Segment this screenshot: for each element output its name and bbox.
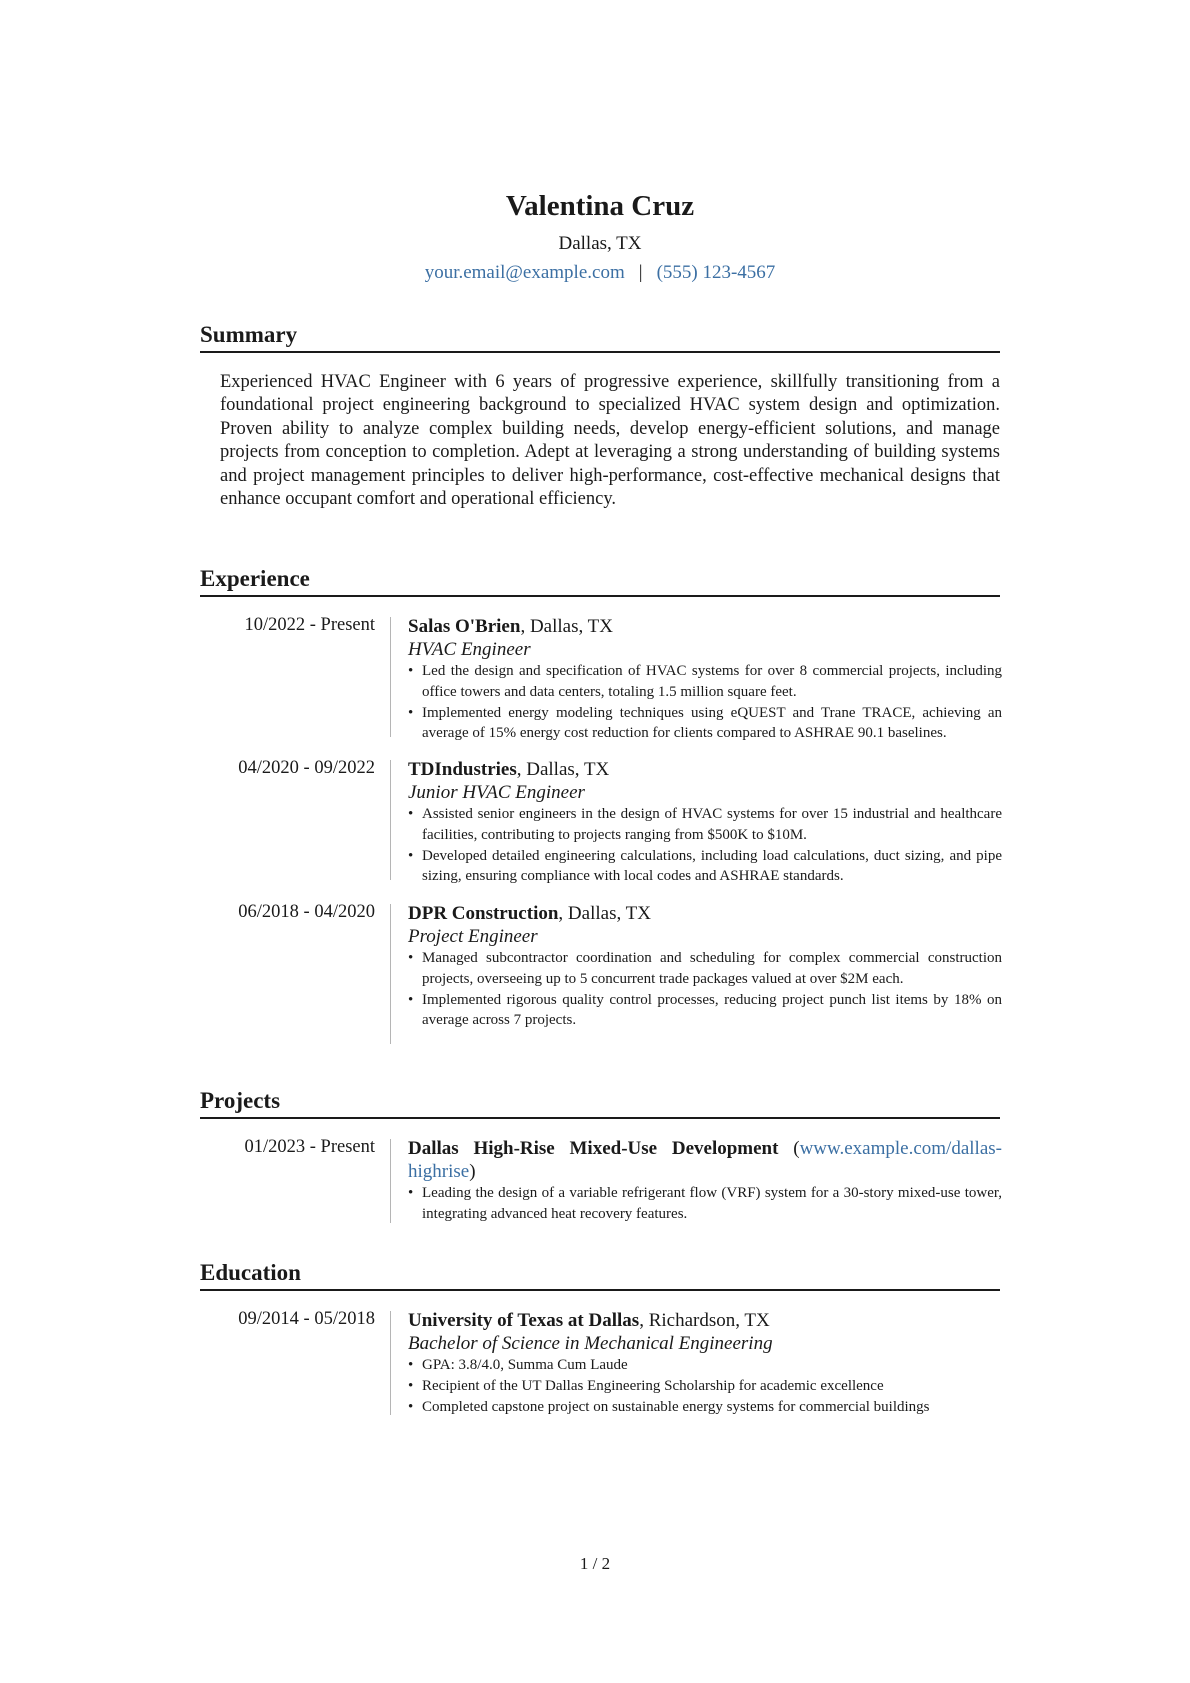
bullet-icon: • [408,663,414,679]
bullet-item: • Assisted senior engineers in the design of HVAC systems for over 15 industrial and healthcare facilities, contributing to projects ranging from $500K to $10M. [408,806,1002,843]
bullet-icon: • [408,1185,414,1201]
entry-body [408,902,1002,1031]
entry-organization [408,758,1002,781]
entry-organization [408,1309,1002,1332]
education-heading: Education [200,1260,1000,1291]
entry-bullets [408,804,1002,887]
bullet-item: • Implemented rigorous quality control processes, reducing project punch list items by 18% on average across 7 projects. [408,991,1002,1029]
bullet-item: • Recipient of the UT Dallas Engineering Scholarship for academic excellence [408,1376,1002,1397]
entry-organization [408,902,1002,925]
entry-date: 04/2020 - 09/2022 [238,758,375,778]
entry-body [408,1309,1002,1417]
entry-bullets [408,1183,1002,1225]
entry-body [408,1137,1002,1225]
entry-organization [408,615,1002,638]
summary-text: Experienced HVAC Engineer with 6 years of progressive experience, skillfully transitioning from a foundational project engineering background to specialized HVAC system design and optimization. Proven ability to analyze complex building needs, develop energy-efficient solutions, and manage projects from conception to completion. Adept at leveraging a strong understanding of building systems and project management principles to deliver high-performance, cost-effective mechanical designs that enhance occupant comfort and operational efficiency. [220,372,1000,510]
email-link[interactable]: your.email@example.com [424,262,625,283]
project-title: Dallas High-Rise Mixed-Use Development (www.example.com/dallas-highrise) [408,1138,1002,1182]
entry-date: 10/2022 - Present [244,615,375,635]
summary-heading: Summary [200,322,1000,353]
bullet-item: • Leading the design of a variable refrigerant flow (VRF) system for a 30-story mixed-use tower, integrating advanced heat recovery features. [408,1185,1002,1222]
bullet-item: • Completed capstone project on sustainable energy systems for commercial buildings [408,1397,1002,1418]
org-location: , Dallas, TX [558,903,651,924]
bullet-icon: • [408,806,414,822]
bullet-icon: • [408,1377,414,1394]
entry-divider [390,760,391,880]
page-number: 1 / 2 [579,1554,611,1573]
org-name: University of Texas at Dallas [408,1310,640,1331]
bullet-item: • Led the design and specification of HVAC systems for over 8 commercial projects, including office towers and data centers, totaling 1.5 million square feet. [408,663,1002,700]
org-location: , Dallas, TX [516,759,610,780]
bullet-item: • Managed subcontractor coordination and scheduling for complex commercial construction projects, overseeing up to 5 concurrent trade packages valued at over $2M each. [408,950,1002,987]
entry-date: 01/2023 - Present [244,1137,375,1157]
projects-heading: Projects [200,1088,1000,1119]
org-location: , Richardson, TX [639,1310,770,1331]
bullet-item: • Developed detailed engineering calculations, including load calculations, duct sizing, and pipe sizing, ensuring compliance with local codes and ASHRAE standards. [408,847,1002,885]
bullet-icon: • [408,950,414,966]
contact-separator: | [638,262,643,283]
entry-divider [390,1139,391,1223]
bullet-icon: • [408,1357,414,1373]
bullet-icon: • [408,847,414,864]
entry-role: HVAC Engineer [408,639,531,660]
candidate-name: Valentina Cruz [505,190,695,222]
phone-link[interactable]: (555) 123-4567 [656,262,776,283]
entry-role: Bachelor of Science in Mechanical Engineering [408,1333,773,1354]
org-name: DPR Construction [408,903,559,924]
entry-date: 09/2014 - 05/2018 [238,1309,375,1329]
org-location: , Dallas, TX [520,616,613,637]
entry-divider [390,1311,391,1415]
entry-bullets [408,1355,1002,1417]
bullet-item: • Implemented energy modeling techniques using eQUEST and Trane TRACE, achieving an average of 15% energy cost reduction for clients compared to ASHRAE 90.1 baselines. [408,704,1002,742]
entry-bullets [408,661,1002,744]
bullet-item: • GPA: 3.8/4.0, Summa Cum Laude [408,1355,1002,1376]
org-name: Salas O'Brien [408,616,521,637]
project-name: Dallas High-Rise Mixed-Use Development [408,1138,779,1159]
entry-date: 06/2018 - 04/2020 [238,902,375,922]
entry-body [408,758,1002,887]
entry-divider [390,904,391,1044]
bullet-icon: • [408,991,414,1008]
project-link[interactable]: www.example.com/dallas-highrise [408,1138,1002,1182]
candidate-location: Dallas, TX [558,233,642,254]
entry-divider [390,617,391,737]
entry-role: Junior HVAC Engineer [408,782,585,803]
org-name: TDIndustries [408,759,517,780]
bullet-icon: • [408,1398,414,1415]
entry-role: Project Engineer [408,926,538,947]
experience-heading: Experience [200,566,1000,597]
contact-line [200,262,1000,284]
entry-body [408,615,1002,744]
bullet-icon: • [408,704,414,721]
entry-bullets [408,948,1002,1031]
